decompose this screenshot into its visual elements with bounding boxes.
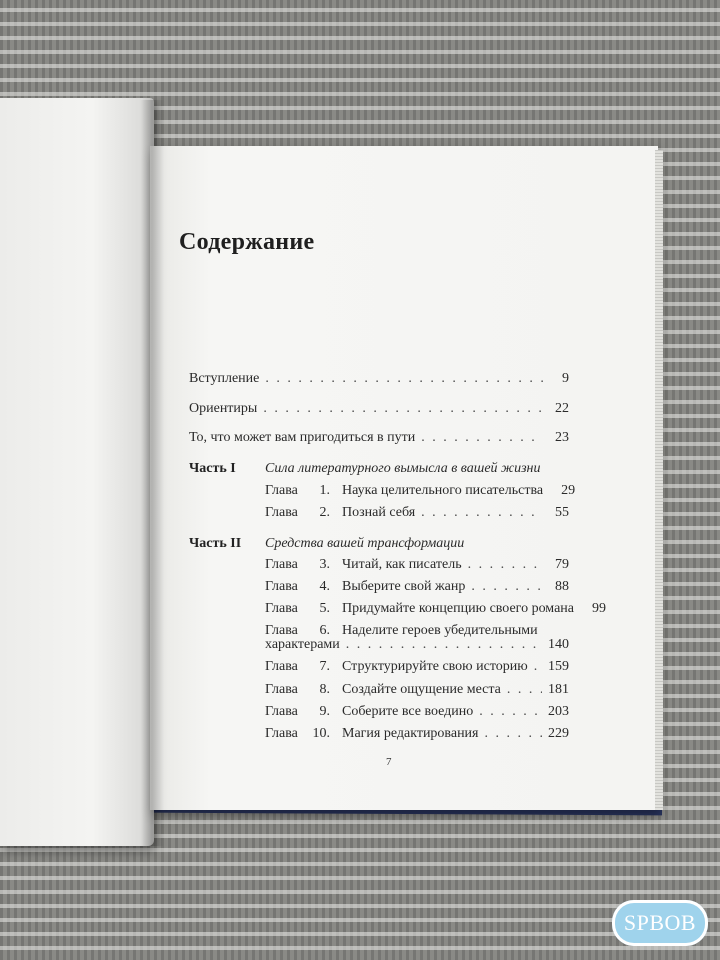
entry-page: 9	[562, 371, 569, 386]
entry-title: Выберите свой жанр	[342, 579, 466, 594]
chapter-label: Глава	[265, 601, 298, 616]
chapter-number: 8.	[319, 682, 330, 697]
entry-page: 23	[555, 430, 569, 445]
entry-title: Познай себя	[342, 505, 416, 520]
entry-title: То, что может вам пригодиться в пути	[189, 430, 416, 445]
chapter-number: 10.	[312, 726, 330, 741]
leader-dots	[265, 371, 543, 387]
chapter-number: 9.	[319, 704, 330, 719]
leader-dots	[485, 726, 543, 742]
entry-page: 29	[561, 483, 576, 498]
toc-entry-chapter-8	[342, 682, 569, 698]
entry-page: 181	[548, 682, 569, 697]
entry-page: 88	[555, 579, 569, 594]
toc-entry-chapter-6	[265, 637, 569, 653]
entry-page: 159	[548, 659, 569, 674]
entry-page: 79	[555, 557, 569, 572]
chapter-number: 2.	[319, 505, 330, 520]
toc-entry-chapter-1	[342, 483, 576, 499]
toc-entry-chapter-9	[342, 704, 569, 720]
toc-entry-chapter-5	[342, 601, 606, 617]
chapter-label: Глава	[265, 682, 298, 697]
entry-title-continued: характерами	[265, 637, 340, 652]
chapter-label: Глава	[265, 505, 298, 520]
toc-entry-useful	[189, 430, 569, 446]
entry-page: 22	[555, 401, 569, 416]
chapter-number: 7.	[319, 659, 330, 674]
toc-entry-chapter-2	[342, 505, 569, 521]
chapter-number: 3.	[319, 557, 330, 572]
entry-title: Создайте ощущение места	[342, 682, 501, 697]
entry-page: 99	[592, 601, 606, 616]
chapter-number: 4.	[319, 579, 330, 594]
chapter-number: 6.	[319, 623, 330, 638]
entry-page: 140	[548, 637, 569, 652]
chapter-label: Глава	[265, 623, 298, 638]
leader-dots	[263, 401, 543, 417]
toc-entry-chapter-3	[342, 557, 569, 573]
page-edge	[655, 150, 663, 810]
chapter-number: 5.	[319, 601, 330, 616]
chapter-number: 1.	[319, 483, 330, 498]
chapter-label: Глава	[265, 557, 298, 572]
entry-title: Магия редактирования	[342, 726, 479, 741]
leader-dots	[346, 637, 542, 653]
leader-dots	[421, 430, 543, 446]
chapter-label: Глава	[265, 483, 298, 498]
entry-page: 203	[548, 704, 569, 719]
toc-entry-intro	[189, 371, 569, 387]
toc-title: Содержание	[179, 229, 315, 255]
leader-dots	[468, 557, 543, 573]
entry-title: Наука целительного писательства	[342, 483, 544, 498]
part-label: Часть II	[189, 536, 242, 551]
folio-page-number: 7	[386, 756, 392, 768]
toc-entry-chapter-10	[342, 726, 569, 742]
leader-dots	[507, 682, 542, 698]
chapter-label: Глава	[265, 659, 298, 674]
entry-title: Соберите все воедино	[342, 704, 474, 719]
watermark-text: SPBOB	[623, 910, 697, 935]
leader-dots	[479, 704, 542, 720]
entry-title: Придумайте концепцию своего романа	[342, 601, 574, 616]
part-label: Часть I	[189, 461, 236, 476]
chapter-label: Глава	[265, 704, 298, 719]
entry-title: Структурируйте свою историю	[342, 659, 528, 674]
part-title: Сила литературного вымысла в вашей жизни	[265, 461, 541, 476]
toc-entry-chapter-7	[342, 659, 569, 675]
entry-title: Читай, как писатель	[342, 557, 462, 572]
entry-title: Наделите героев убедительными	[342, 623, 538, 638]
leader-dots	[421, 505, 543, 521]
leader-dots	[534, 659, 542, 675]
toc-entry-chapter-4	[342, 579, 569, 595]
chapter-label: Глава	[265, 726, 298, 741]
entry-page: 55	[555, 505, 569, 520]
part-title: Средства вашей трансформации	[265, 536, 465, 551]
entry-title: Вступление	[189, 371, 260, 386]
left-page	[0, 98, 154, 846]
watermark-logo	[612, 900, 708, 946]
leader-dots	[471, 579, 543, 595]
entry-title: Ориентиры	[189, 401, 258, 416]
entry-page: 229	[548, 726, 569, 741]
toc-entry-orientiry	[189, 401, 569, 417]
chapter-label: Глава	[265, 579, 298, 594]
spine-shadow	[140, 100, 164, 846]
